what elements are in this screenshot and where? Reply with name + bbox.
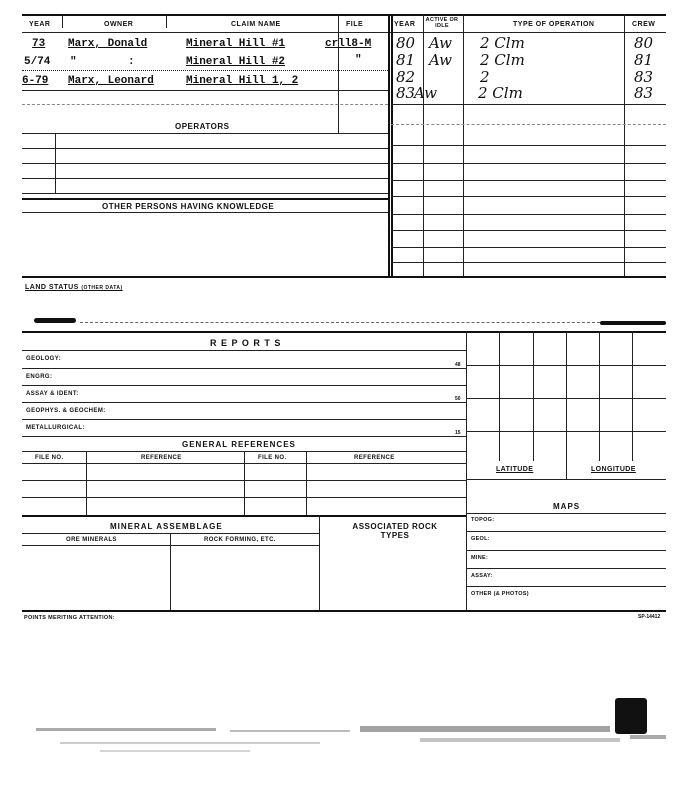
top-border xyxy=(22,14,666,16)
row-line xyxy=(466,568,666,569)
scan-noise xyxy=(100,750,250,752)
divider xyxy=(423,14,424,278)
row-line xyxy=(391,104,666,105)
row-line xyxy=(22,133,388,134)
map-topog: TOPOG: xyxy=(471,517,495,523)
general-references-label: GENERAL REFERENCES xyxy=(182,440,296,449)
latitude-label: LATITUDE xyxy=(496,466,534,473)
divider xyxy=(391,14,393,278)
row-line xyxy=(22,104,388,105)
op-row-1-crew: 80 xyxy=(634,34,654,52)
map-assay: ASSAY: xyxy=(471,573,493,579)
col-header-file: FILE xyxy=(346,21,364,28)
section-line xyxy=(22,515,466,517)
op-row-3-crew: 83 xyxy=(634,68,654,86)
row-line xyxy=(22,480,466,481)
row-line xyxy=(391,124,666,125)
divider xyxy=(244,451,245,515)
report-metallurgical: METALLURGICAL: xyxy=(26,425,85,431)
divider xyxy=(463,14,464,278)
report-assay: ASSAY & IDENT: xyxy=(26,391,79,397)
rock-forming-label: ROCK FORMING, ETC. xyxy=(204,537,276,543)
row-line xyxy=(22,436,466,437)
row-line xyxy=(22,70,388,71)
scan-noise xyxy=(360,726,610,732)
row-line xyxy=(391,163,666,164)
row-line xyxy=(466,586,666,587)
claim-row-2-year: 5/74 xyxy=(24,56,51,68)
reports-label: R E P O R T S xyxy=(210,338,282,348)
divider xyxy=(166,14,167,28)
col-header-claim-name: CLAIM NAME xyxy=(231,21,281,28)
ref-header-file-no-1: FILE NO. xyxy=(35,455,64,461)
claim-row-2-claim: Mineral Hill #2 xyxy=(186,56,286,68)
divider xyxy=(86,451,87,515)
row-line xyxy=(22,350,466,351)
form-number: SP-14412 xyxy=(638,614,661,620)
row-line xyxy=(391,196,666,197)
row-line xyxy=(22,212,388,213)
ink-blot xyxy=(615,698,647,734)
divider xyxy=(599,331,600,461)
divider xyxy=(338,14,339,134)
row-line xyxy=(391,230,666,231)
row-line xyxy=(22,163,388,164)
map-other: OTHER (& PHOTOS) xyxy=(471,591,529,597)
other-persons-label: OTHER PERSONS HAVING KNOWLEDGE xyxy=(102,202,275,211)
col-header-op-year: YEAR xyxy=(394,21,416,28)
report-geophys: GEOPHYS. & GEOCHEM: xyxy=(26,408,106,414)
longitude-label: LONGITUDE xyxy=(591,466,636,473)
col-header-crew: CREW xyxy=(632,21,656,28)
section-line xyxy=(22,198,388,200)
op-row-2-type: 2 Clm xyxy=(480,51,525,69)
op-row-1-type: 2 Clm xyxy=(480,34,525,52)
row-line xyxy=(466,531,666,532)
ink-smudge xyxy=(34,318,76,323)
op-row-1-active: Aw xyxy=(429,34,452,52)
op-row-4-active: Aw xyxy=(414,84,437,102)
divider xyxy=(306,451,307,515)
land-status-label xyxy=(25,284,123,291)
scan-noise xyxy=(630,735,666,739)
report-number-2: 50 xyxy=(455,396,461,402)
report-number-1: 48 xyxy=(455,362,461,368)
divider xyxy=(499,331,500,461)
row-line xyxy=(391,214,666,215)
row-line xyxy=(22,545,319,546)
op-row-2-year: 81 xyxy=(396,51,416,69)
report-number-3: 15 xyxy=(455,430,461,436)
scan-noise xyxy=(420,738,620,742)
row-line xyxy=(466,365,666,366)
op-row-3-type: 2 xyxy=(480,68,490,86)
row-line xyxy=(22,463,466,464)
col-header-type-of-operation: TYPE OF OPERATION xyxy=(513,21,595,28)
land-status-sub: (OTHER DATA) xyxy=(81,285,123,291)
maps-label: MAPS xyxy=(553,502,581,511)
section-line xyxy=(22,276,666,278)
claim-row-2-owner: " xyxy=(70,56,77,68)
divider xyxy=(566,331,567,479)
map-mine: MINE: xyxy=(471,555,489,561)
mineral-assemblage-label: MINERAL ASSEMBLAGE xyxy=(110,522,223,531)
ref-header-file-no-2: FILE NO. xyxy=(258,455,287,461)
op-row-1-year: 80 xyxy=(396,34,416,52)
row-line xyxy=(22,419,466,420)
claim-row-1-claim: Mineral Hill #1 xyxy=(186,38,286,50)
row-line xyxy=(22,402,466,403)
row-line xyxy=(391,145,666,146)
row-line xyxy=(22,385,466,386)
row-line xyxy=(391,180,666,181)
scan-noise xyxy=(36,728,216,731)
header-underline xyxy=(22,32,666,33)
row-line xyxy=(466,513,666,514)
claim-row-3-year: 6-79 xyxy=(22,75,49,87)
land-status-title: LAND STATUS xyxy=(25,284,79,291)
row-line xyxy=(391,262,666,263)
ink-smudge xyxy=(600,321,666,325)
op-row-2-crew: 81 xyxy=(634,51,654,69)
report-engrg: ENGRG: xyxy=(26,374,53,380)
ore-minerals-label: ORE MINERALS xyxy=(66,537,117,543)
claim-row-3-claim: Mineral Hill 1, 2 xyxy=(186,75,299,87)
row-line xyxy=(22,178,388,179)
divider xyxy=(55,133,56,193)
report-geology: GEOLOGY: xyxy=(26,356,62,362)
ref-header-reference-2: REFERENCE xyxy=(354,455,395,461)
claim-row-3-owner: Marx, Leonard xyxy=(68,75,154,87)
row-line xyxy=(466,479,666,480)
row-line xyxy=(466,550,666,551)
row-line xyxy=(22,193,388,194)
divider xyxy=(632,331,633,461)
op-row-4-type: 2 Clm xyxy=(478,84,523,102)
row-line xyxy=(466,398,666,399)
col-header-owner: OWNER xyxy=(104,21,134,28)
row-line xyxy=(22,497,466,498)
dashed-line xyxy=(80,322,600,323)
divider xyxy=(62,14,63,28)
operators-label: OPERATORS xyxy=(175,122,230,131)
map-geol: GEOL: xyxy=(471,536,490,542)
divider xyxy=(388,14,390,278)
col-header-year: YEAR xyxy=(29,21,51,28)
op-row-4-crew: 83 xyxy=(634,84,654,102)
claim-row-1-owner: Marx, Donald xyxy=(68,38,148,50)
claim-row-2-mark: : xyxy=(128,56,135,68)
op-row-4-year: 83 xyxy=(396,84,416,102)
bottom-line xyxy=(22,610,666,612)
op-row-3-year: 82 xyxy=(396,68,416,86)
row-line xyxy=(22,368,466,369)
row-line xyxy=(22,90,388,91)
divider xyxy=(466,331,467,611)
divider xyxy=(624,14,625,278)
associated-rock-types-label: ASSOCIATED ROCK TYPES xyxy=(352,522,438,540)
op-row-2-active: Aw xyxy=(429,51,452,69)
claim-row-1-year: 73 xyxy=(32,38,46,50)
section-line xyxy=(22,331,666,333)
col-header-active: ACTIVE OR IDLE xyxy=(425,17,459,29)
row-line xyxy=(22,148,388,149)
scan-noise xyxy=(230,730,350,732)
row-line xyxy=(466,431,666,432)
ref-header-reference-1: REFERENCE xyxy=(141,455,182,461)
row-line xyxy=(391,247,666,248)
scan-noise xyxy=(60,742,320,744)
claim-row-2-file: " xyxy=(355,54,362,66)
claim-row-1-file: crll8-M xyxy=(325,38,372,50)
points-meriting-label: POINTS MERITING ATTENTION: xyxy=(24,615,115,621)
divider xyxy=(319,515,320,611)
divider xyxy=(533,331,534,461)
